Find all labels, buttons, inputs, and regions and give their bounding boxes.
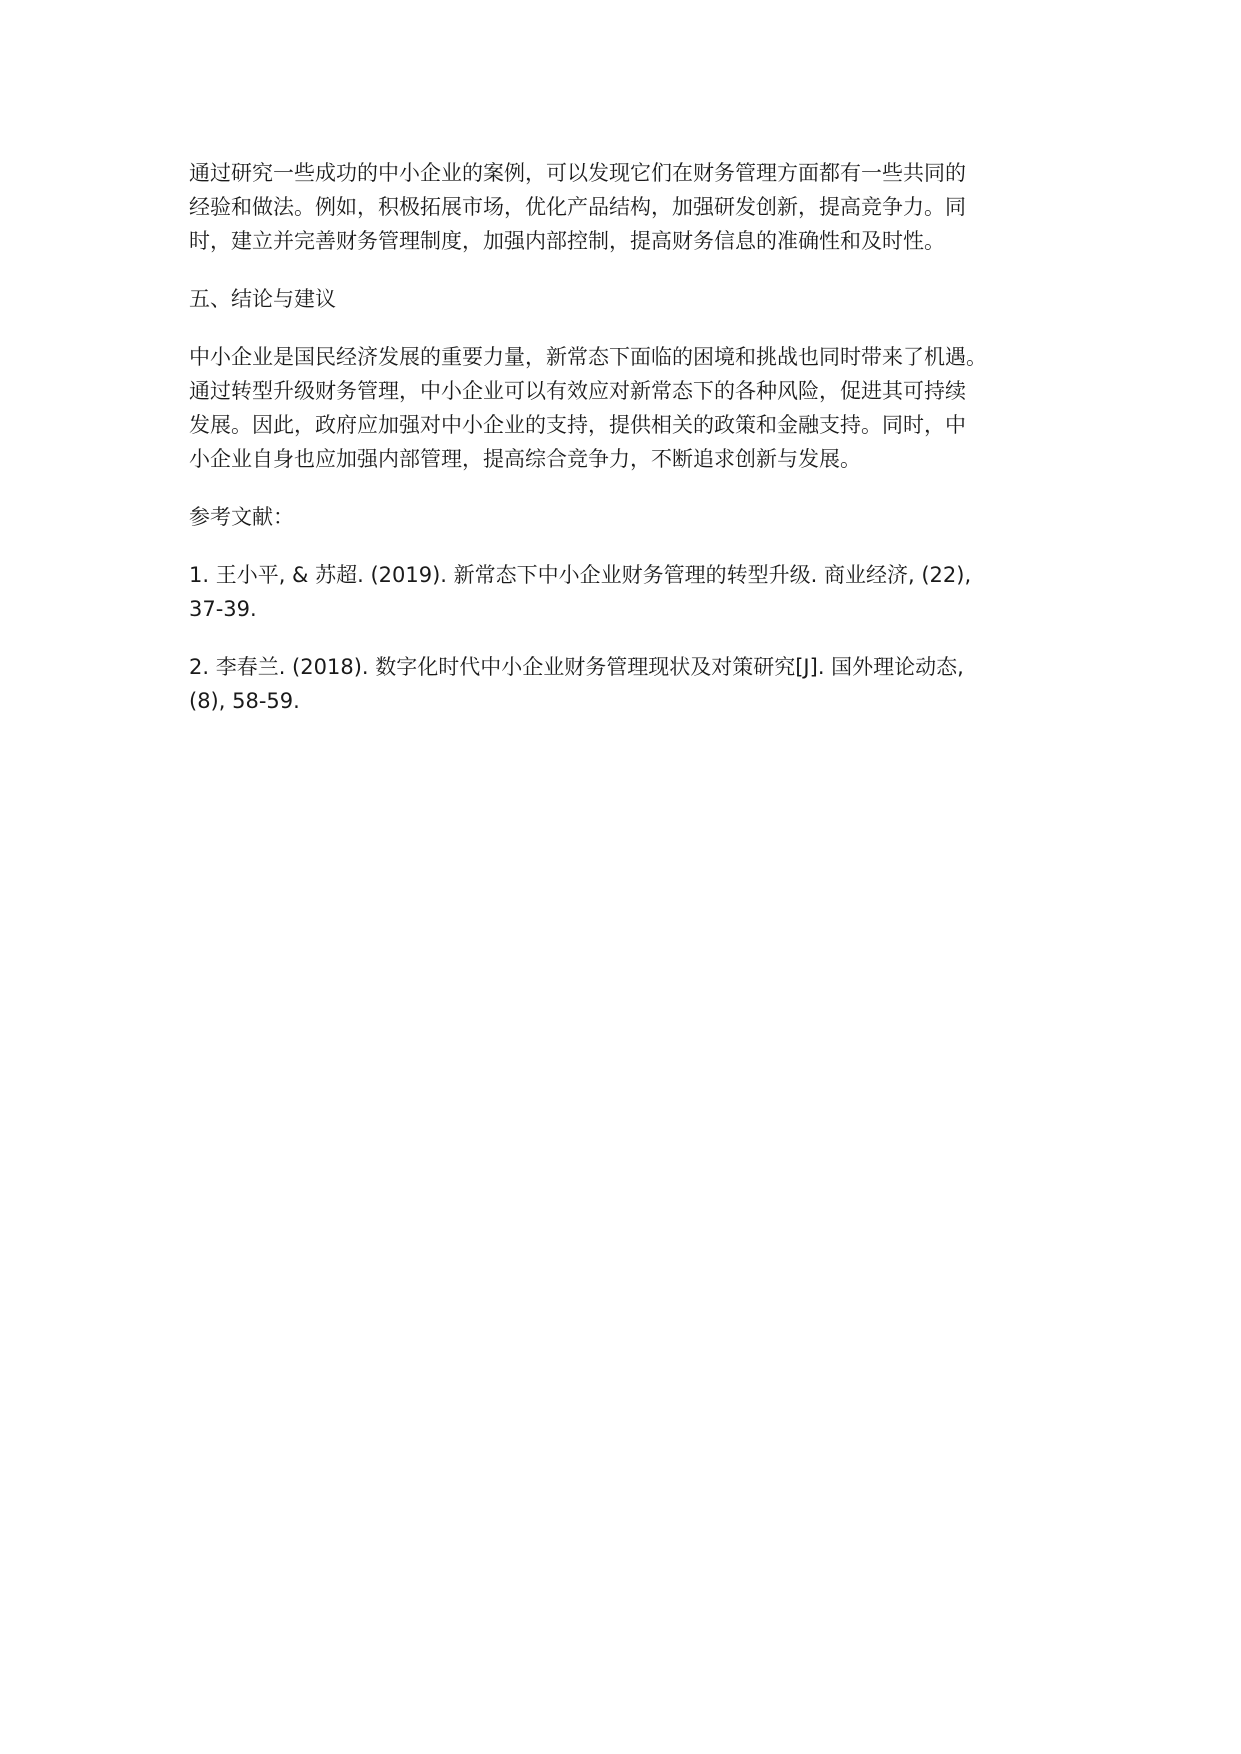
paragraph-line: 小企业自身也应加强内部管理，提高综合竞争力，不断追求创新与发展。 (189, 447, 861, 471)
paragraph-line: 通过转型升级财务管理，中小企业可以有效应对新常态下的各种风险，促进其可持续 (189, 379, 966, 403)
reference-item (189, 650, 1069, 718)
reference-line: (8), 58-59. (189, 689, 300, 713)
paragraph-intro (189, 156, 1069, 258)
document-content (189, 156, 1069, 718)
reference-line: 2. 李春兰. (2018). 数字化时代中小企业财务管理现状及对策研究[J]. 国外理论动态, (189, 655, 964, 679)
paragraph-line: 发展。因此，政府应加强对中小企业的支持，提供相关的政策和金融支持。同时，中 (189, 413, 966, 437)
paragraph-line: 时，建立并完善财务管理制度，加强内部控制，提高财务信息的准确性和及时性。 (189, 229, 945, 253)
reference-line: 1. 王小平, & 苏超. (2019). 新常态下中小企业财务管理的转型升级. 商业经济, (22), (189, 563, 972, 587)
paragraph-conclusion (189, 340, 1069, 476)
reference-item (189, 558, 1069, 626)
references-heading-text: 参考文献： (189, 505, 294, 529)
paragraph-line: 通过研究一些成功的中小企业的案例，可以发现它们在财务管理方面都有一些共同的 (189, 161, 966, 185)
paragraph-line: 经验和做法。例如，积极拓展市场，优化产品结构，加强研发创新，提高竞争力。同 (189, 195, 966, 219)
reference-line: 37-39. (189, 597, 257, 621)
section-heading-text: 五、结论与建议 (189, 287, 336, 311)
paragraph-line: 中小企业是国民经济发展的重要力量，新常态下面临的困境和挑战也同时带来了机遇。 (189, 345, 987, 369)
section-heading (189, 282, 1069, 316)
references-heading (189, 500, 1069, 534)
